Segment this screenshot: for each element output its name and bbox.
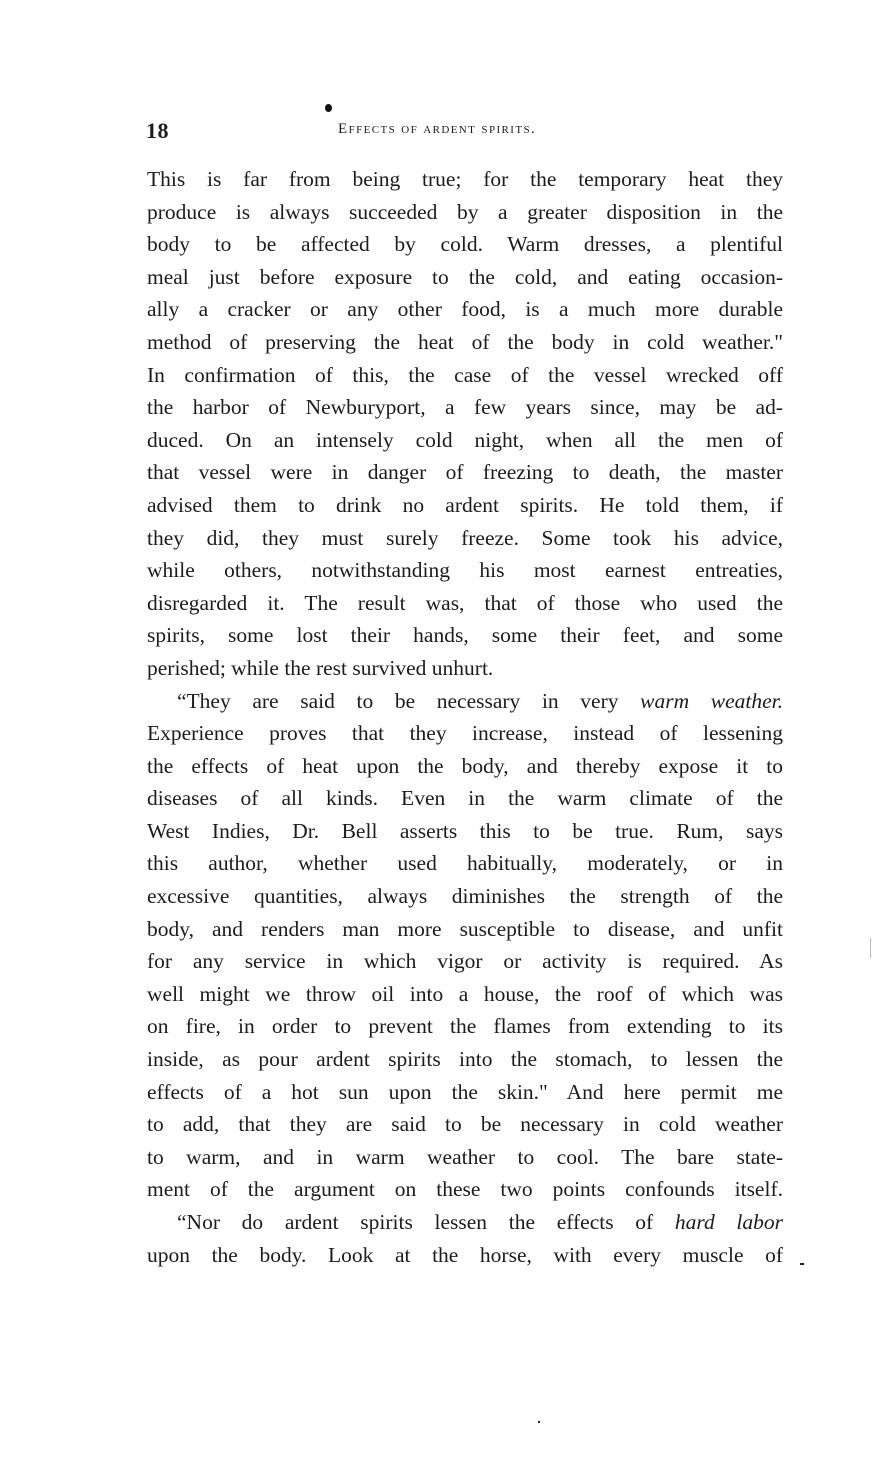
text-line: this author, whether used habitually, moderately, or in	[147, 851, 783, 876]
text-line: ally a cracker or any other food, is a much more durable	[147, 297, 783, 322]
text-line: advised them to drink no ardent spirits. He told them, if	[147, 492, 783, 517]
text-line: In confirmation of this, the case of the vessel wrecked off	[147, 362, 783, 387]
text-line: the effects of heat upon the body, and thereby expose it to	[147, 753, 783, 778]
text-line-mixed	[147, 685, 783, 718]
text-line: ment of the argument on these two points confounds itself.	[147, 1177, 783, 1202]
text-line: West Indies, Dr. Bell asserts this to be true. Rum, says	[147, 818, 783, 843]
ink-speck	[538, 1421, 540, 1423]
running-title: effects of ardent spirits.	[338, 121, 537, 137]
italic-phrase: warm weather.	[640, 688, 784, 713]
text-line: excessive quantities, always diminishes the strength of the	[147, 884, 783, 909]
text-line: method of preserving the heat of the body in cold weather."	[147, 329, 783, 354]
text-segment: “Nor do ardent spirits lessen the effects of	[177, 1210, 654, 1234]
text-segment: “They are said to be necessary in very	[177, 688, 619, 713]
page-number: 18	[146, 118, 169, 143]
text-line: that vessel were in danger of freezing to death, the master	[147, 460, 783, 485]
text-line: produce is always succeeded by a greater disposition in the	[147, 199, 783, 224]
text-line: duced. On an intensely cold night, when all the men of	[147, 427, 783, 452]
text-line: while others, notwithstanding his most earnest entreaties,	[147, 558, 783, 583]
text-line: effects of a hot sun upon the skin." And here permit me	[147, 1079, 783, 1104]
text-line: to add, that they are said to be necessary in cold weather	[147, 1112, 783, 1137]
text-line-mixed	[147, 1206, 783, 1239]
text-line: well might we throw oil into a house, the roof of which was	[147, 981, 783, 1006]
header-ornament-dot	[325, 104, 332, 112]
text-line: disregarded it. The result was, that of those who used the	[147, 590, 783, 615]
text-line: Experience proves that they increase, instead of lessening	[147, 721, 783, 746]
text-line: perished; while the rest survived unhurt.	[147, 655, 494, 680]
text-line: diseases of all kinds. Even in the warm climate of the	[147, 786, 783, 811]
text-line: inside, as pour ardent spirits into the stomach, to lessen the	[147, 1047, 783, 1072]
text-line: body to be affected by cold. Warm dresses, a plentiful	[147, 232, 783, 257]
text-line: upon the body. Look at the horse, with every muscle of	[147, 1242, 783, 1267]
paper-mark	[870, 938, 871, 958]
text-line: This is far from being true; for the temporary heat they	[147, 167, 783, 191]
text-line: body, and renders man more susceptible to disease, and unfit	[147, 916, 783, 941]
text-line: spirits, some lost their hands, some their feet, and some	[147, 623, 783, 648]
text-line: they did, they must surely freeze. Some took his advice,	[147, 525, 783, 550]
italic-phrase: hard labor	[674, 1210, 783, 1234]
text-line: for any service in which vigor or activity is required. As	[147, 949, 783, 974]
text-line: on fire, in order to prevent the flames from extending to its	[147, 1014, 783, 1039]
body-text	[147, 163, 783, 1271]
text-line: the harbor of Newburyport, a few years since, may be ad-	[147, 395, 783, 420]
text-line: to warm, and in warm weather to cool. The bare state-	[147, 1144, 783, 1169]
ink-speck	[800, 1263, 804, 1265]
text-line: meal just before exposure to the cold, and eating occasion-	[147, 264, 783, 289]
